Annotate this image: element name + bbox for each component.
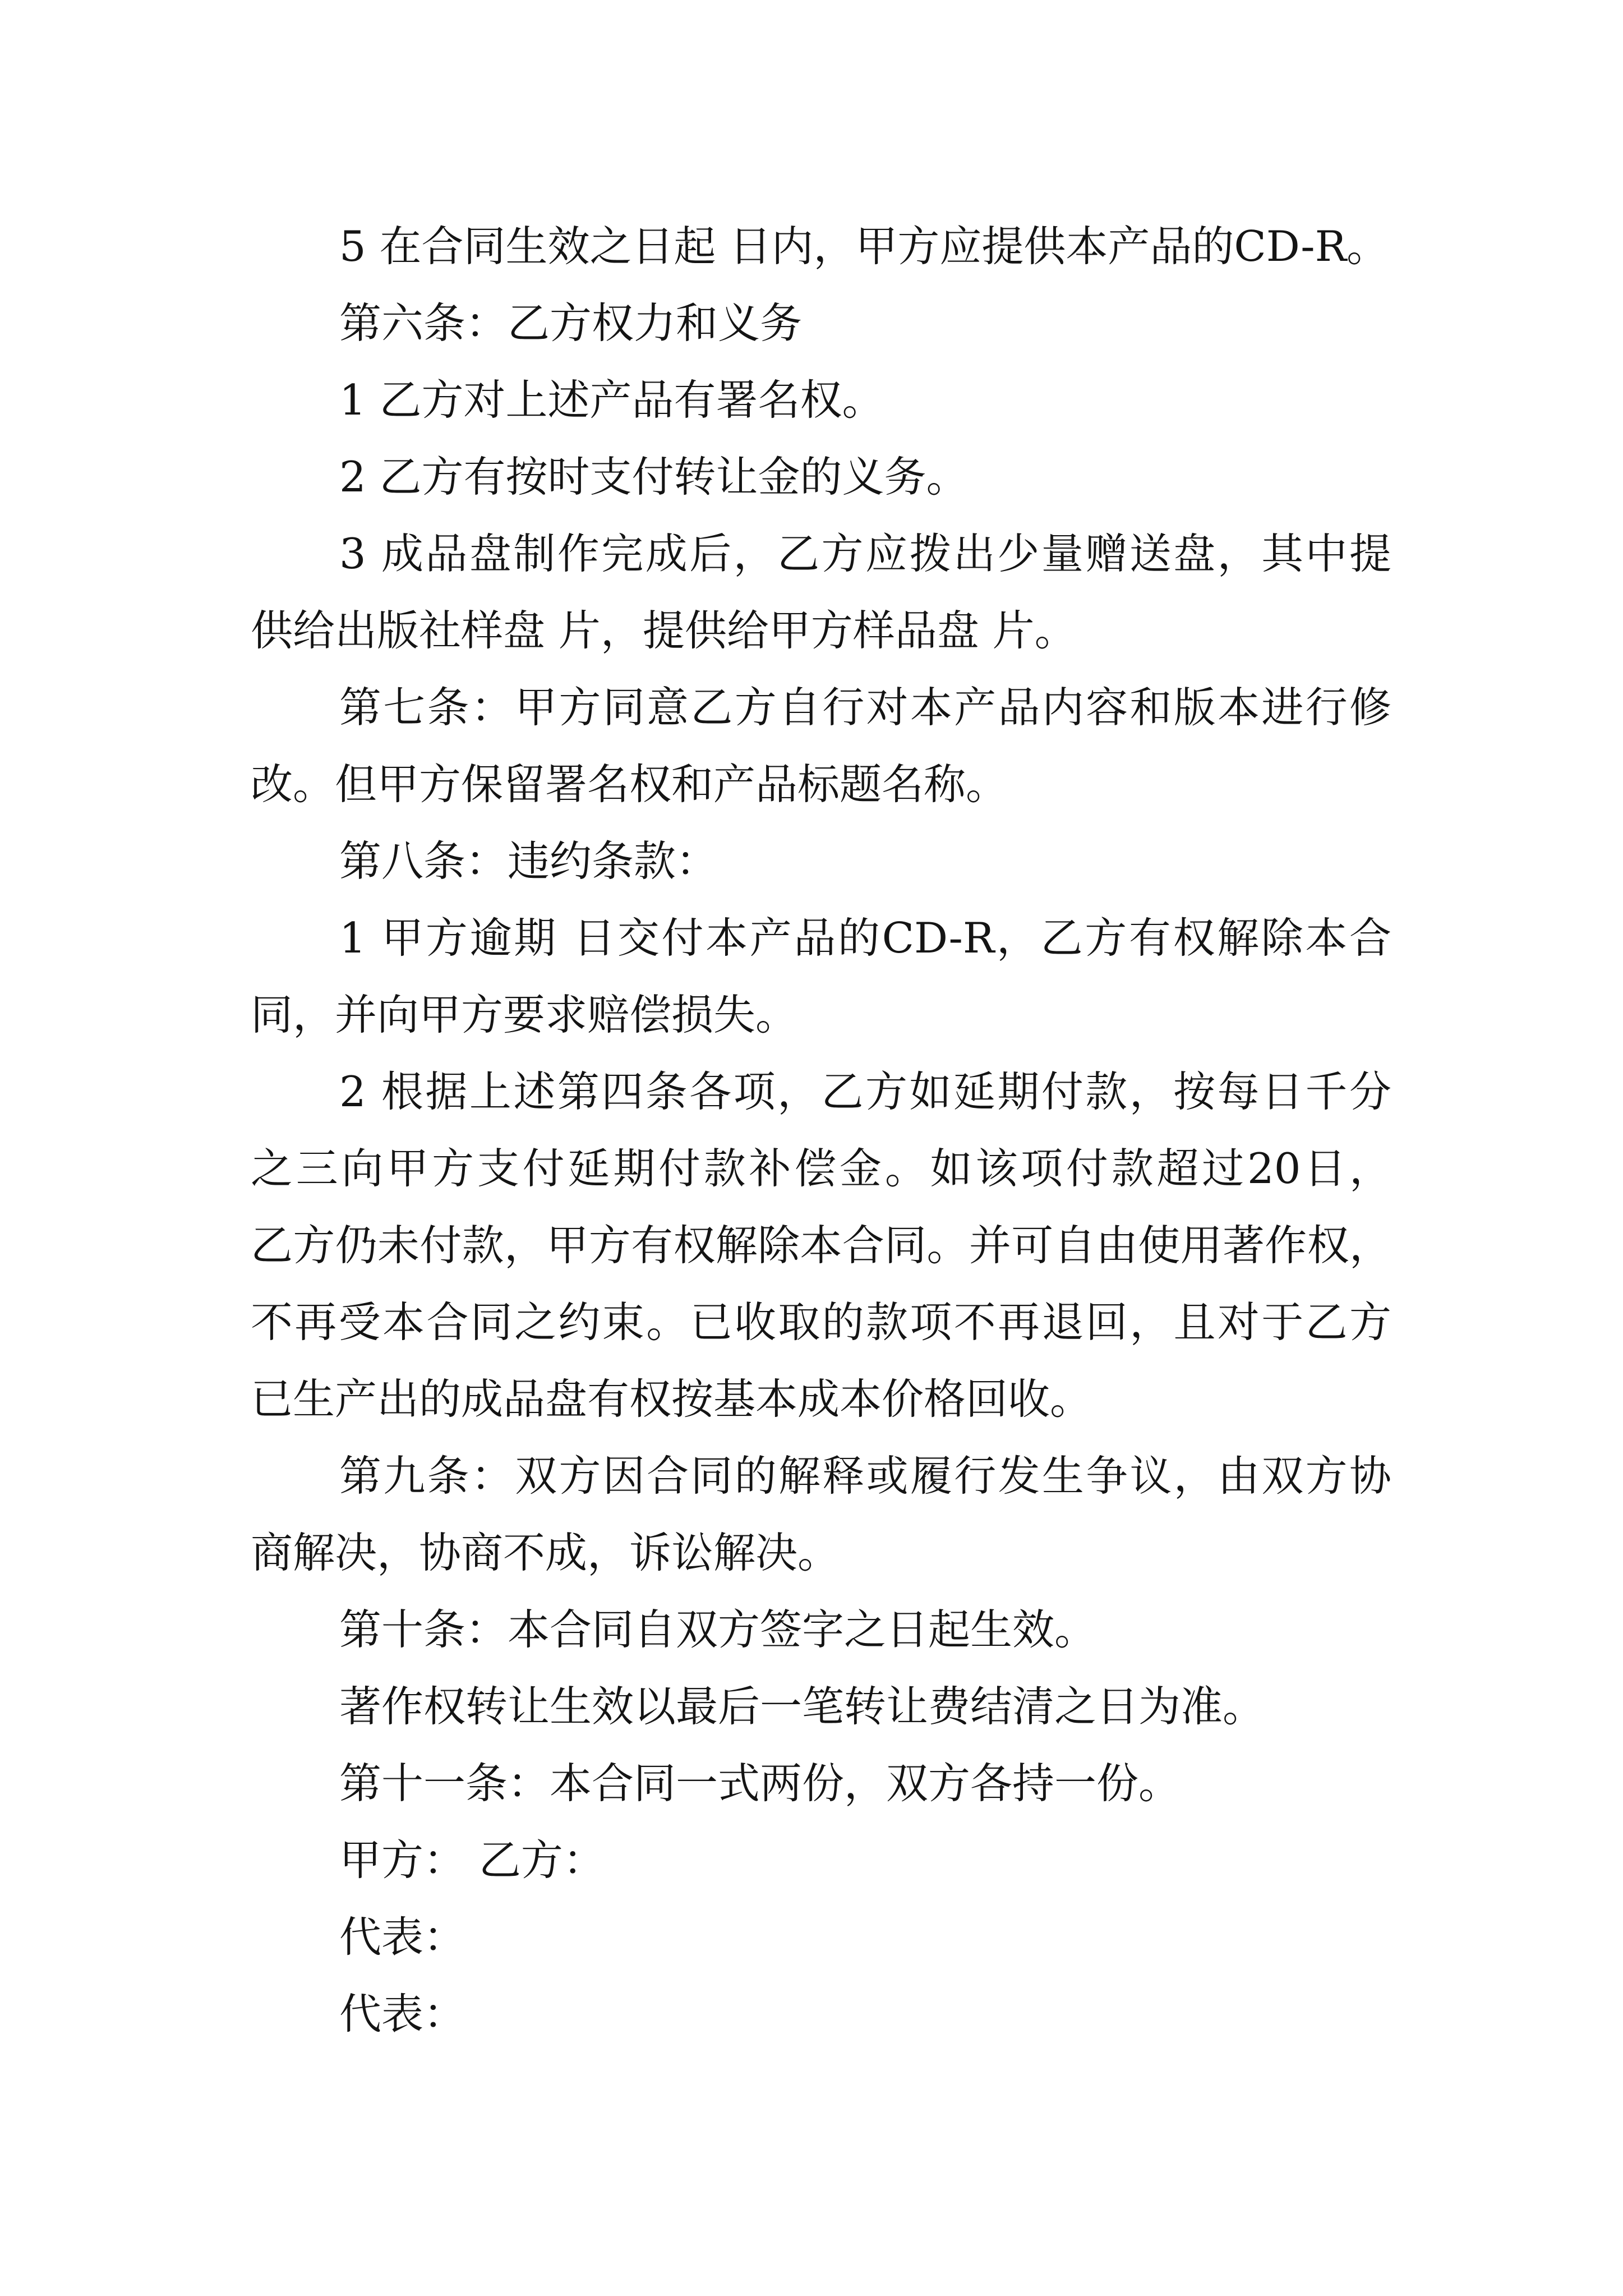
paragraph-line: 2 根据上述第四条各项，乙方如延期付款，按每日千分: [339, 1067, 1391, 1116]
paragraph-line: 第六条：乙方权力和义务: [339, 298, 803, 348]
paragraph-line: 5 在合同生效之日起 日内，甲方应提供本产品的CD-R。: [339, 222, 1389, 271]
paragraph-line: 1 乙方对上述产品有署名权。: [339, 375, 884, 425]
paragraph-line: 著作权转让生效以最后一笔转让费结清之日为准。: [339, 1682, 1265, 1731]
article-8-heading: [251, 823, 1391, 900]
paragraph-line: 3 成品盘制作完成后，乙方应拨出少量赠送盘，其中提: [339, 529, 1391, 578]
paragraph-line: 第十条：本合同自双方签字之日起生效。: [339, 1605, 1097, 1654]
paragraph-line: 同，并向甲方要求赔偿损失。: [251, 990, 798, 1039]
article-6-item-1: [251, 362, 1391, 439]
paragraph-line: 改。但甲方保留署名权和产品标题名称。: [251, 760, 1008, 809]
paragraph-line: 2 乙方有按时支付转让金的义务。: [339, 452, 969, 501]
paragraph-line: 第七条：甲方同意乙方自行对本产品内容和版本进行修: [339, 683, 1391, 732]
paragraph-line: 已生产出的成品盘有权按基本成本价格回收。: [251, 1374, 1092, 1424]
article-8-item-2: [251, 1053, 1391, 1438]
article-8-item-1: [251, 900, 1391, 1053]
article-9-paragraph: [251, 1438, 1391, 1591]
paragraph-line: 乙方仍未付款，甲方有权解除本合同。并可自由使用著作权，: [251, 1221, 1391, 1270]
paragraph-line: 第八条：违约条款：: [339, 836, 718, 886]
article-6-item-2: [251, 439, 1391, 516]
paragraph-line: 甲方： 乙方：: [339, 1835, 605, 1885]
paragraph-line: 供给出版社样盘 片，提供给甲方样品盘 片。: [251, 606, 1077, 655]
clause-5-paragraph: [251, 208, 1391, 285]
paragraph-line: 第十一条：本合同一式两份，双方各持一份。: [339, 1759, 1181, 1808]
paragraph-line: 之三向甲方支付延期付款补偿金。如该项付款超过20日，: [251, 1144, 1391, 1193]
paragraph-line: 1 甲方逾期 日交付本产品的CD-R，乙方有权解除本合: [339, 913, 1391, 963]
signature-parties: [251, 1822, 1391, 1899]
paragraph-line: 第九条：双方因合同的解释或履行发生争议，由双方协: [339, 1451, 1391, 1501]
article-6-item-3: [251, 516, 1391, 669]
copyright-transfer-paragraph: [251, 1668, 1391, 1745]
article-11-paragraph: [251, 1745, 1391, 1822]
paragraph-line: 代表：: [339, 1989, 466, 2039]
contract-body: [251, 208, 1391, 2053]
article-6-heading: [251, 285, 1391, 362]
signature-representative: [251, 1899, 1391, 1976]
paragraph-line: 代表：: [339, 1912, 466, 1962]
article-10-paragraph: [251, 1591, 1391, 1668]
article-7-paragraph: [251, 669, 1391, 823]
signature-representative: [251, 1976, 1391, 2053]
paragraph-line: 不再受本合同之约束。已收取的款项不再退回，且对于乙方: [251, 1297, 1391, 1347]
paragraph-line: 商解决，协商不成，诉讼解决。: [251, 1528, 840, 1577]
